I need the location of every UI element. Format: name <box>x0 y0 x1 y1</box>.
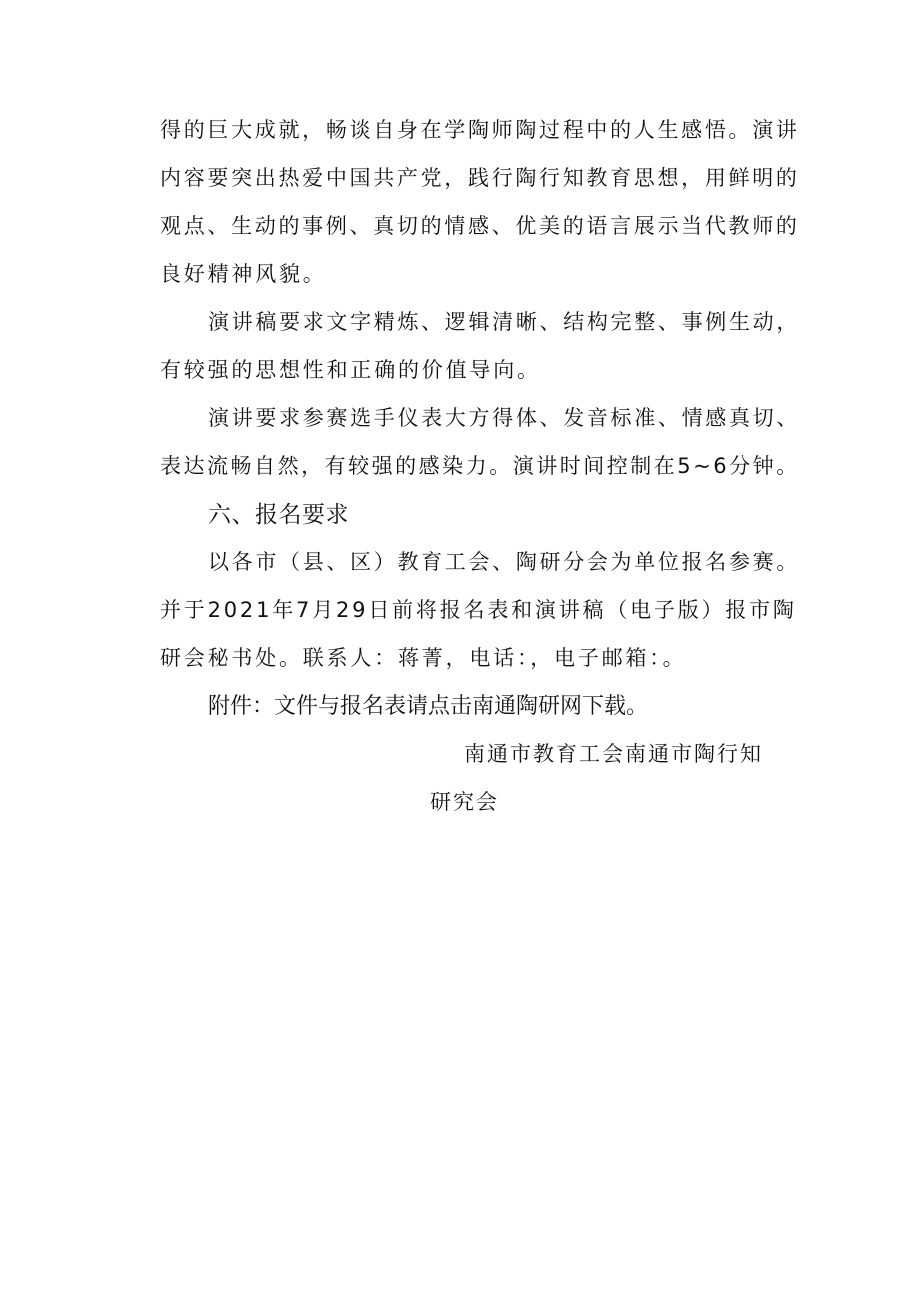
section-heading: 六、报名要求 <box>208 502 349 528</box>
body-text-line: 观点、生动的事例、真切的情感、优美的语言展示当代教师的 <box>160 214 800 238</box>
body-text-line: 研会秘书处。联系人：蒋菁，电话：，电子邮箱：。 <box>160 646 687 670</box>
body-text-line: 演讲要求参赛选手仪表大方得体、发音标准、情感真切、 <box>208 406 800 430</box>
body-text-line: 并于2021年7月29日前将报名表和演讲稿（电子版）报市陶 <box>160 598 797 622</box>
body-text-line: 得的巨大成就，畅谈自身在学陶师陶过程中的人生感悟。演讲 <box>160 118 800 142</box>
body-text-line: 以各市（县、区）教育工会、陶研分会为单位报名参赛。 <box>208 550 800 574</box>
attachment-note: 附件：文件与报名表请点击南通陶研网下载。 <box>208 694 649 719</box>
body-text-line: 表达流畅自然，有较强的感染力。演讲时间控制在5~6分钟。 <box>160 454 800 478</box>
signature-line: 研究会 <box>430 790 499 814</box>
body-text-line: 良好精神风貌。 <box>160 262 327 286</box>
body-text-line: 演讲稿要求文字精炼、逻辑清晰、结构完整、事例生动， <box>208 310 800 334</box>
body-text-line: 内容要突出热爱中国共产党，践行陶行知教育思想，用鲜明的 <box>160 166 800 190</box>
body-text-line: 有较强的思想性和正确的价值导向。 <box>160 358 541 382</box>
signature-line: 南通市教育工会南通市陶行知 <box>464 742 763 766</box>
